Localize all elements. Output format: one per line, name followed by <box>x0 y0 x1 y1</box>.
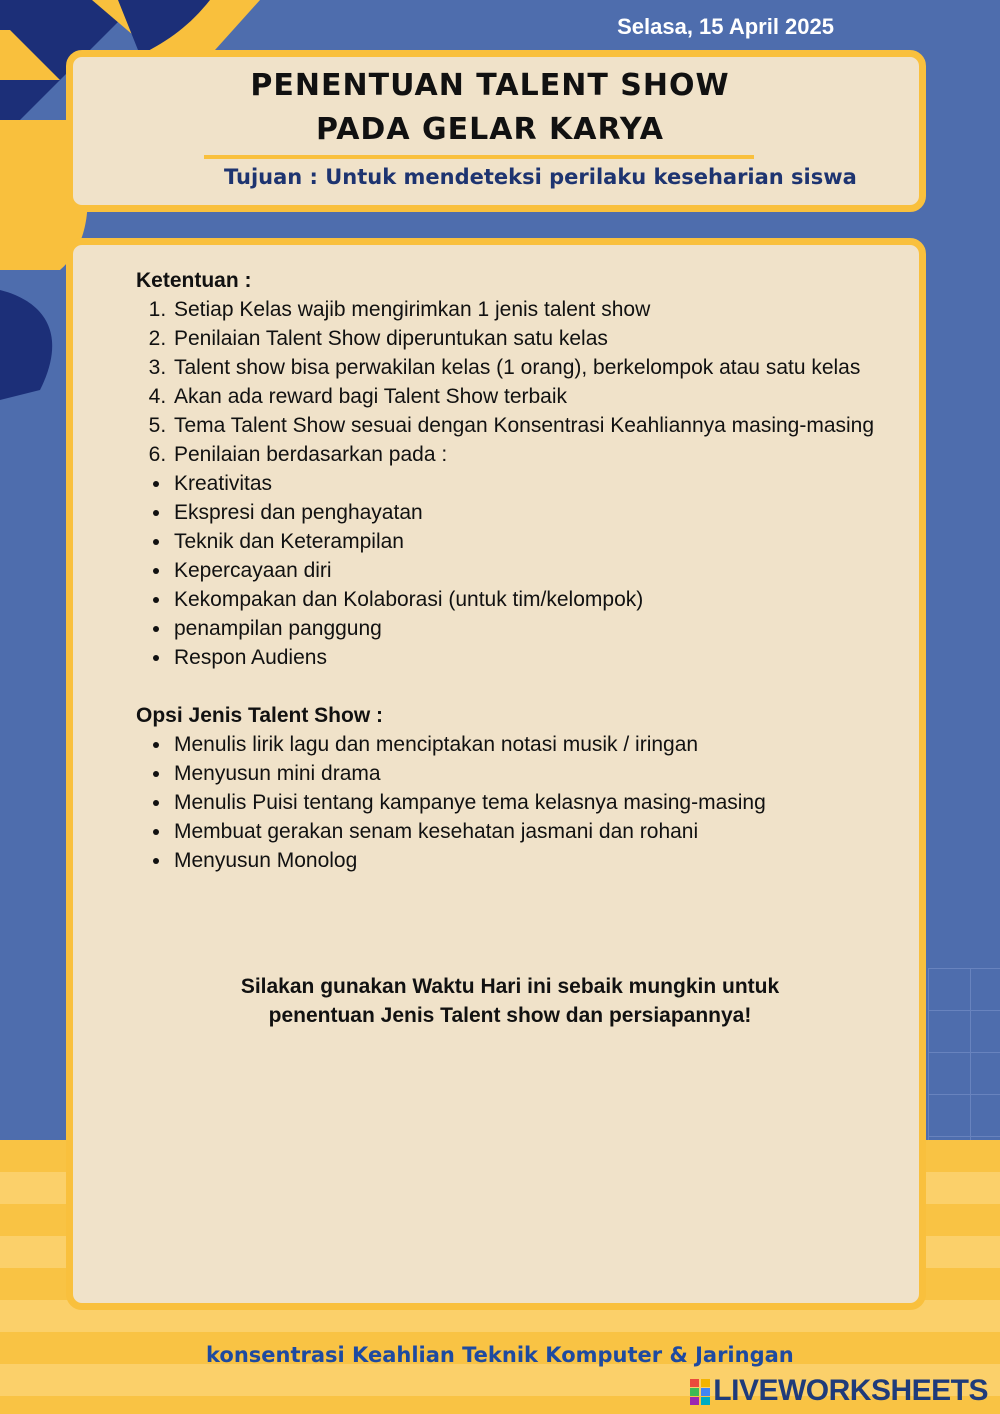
goal-text: Tujuan : Untuk mendeteksi perilaku keseharian siswa <box>224 165 857 189</box>
rule-item: 5. Tema Talent Show sesuai dengan Konsentrasi Keahliannya masing-masing <box>172 411 892 440</box>
rules-heading: Ketentuan : <box>136 269 252 292</box>
rule-item: 3. Talent show bisa perwakilan kelas (1 orang), berkelompok atau satu kelas <box>172 353 892 382</box>
options-list <box>136 730 892 875</box>
criteria-list <box>136 469 892 672</box>
criteria-item: • Respon Audiens <box>172 643 892 672</box>
criteria-item: • Kreativitas <box>172 469 892 498</box>
footer-text: konsentrasi Keahlian Teknik Komputer & Jaringan <box>206 1343 794 1367</box>
rule-item: 4. Akan ada reward bagi Talent Show terbaik <box>172 382 892 411</box>
content-body <box>136 266 892 875</box>
liveworksheets-logo-icon <box>690 1379 710 1405</box>
rules-list <box>136 295 892 469</box>
criteria-item: • Ekspresi dan penghayatan <box>172 498 892 527</box>
criteria-item: • Kepercayaan diri <box>172 556 892 585</box>
title-line-2: PADA GELAR KARYA <box>315 112 664 147</box>
grid-decoration <box>928 968 1000 1140</box>
option-item: • Menyusun Monolog <box>172 846 892 875</box>
date-label: Selasa, 15 April 2025 <box>617 14 834 39</box>
criteria-item: • Teknik dan Keterampilan <box>172 527 892 556</box>
option-item: • Menyusun mini drama <box>172 759 892 788</box>
rule-item: 6. Penilaian berdasarkan pada : <box>172 440 892 469</box>
rule-item: 2. Penilaian Talent Show diperuntukan satu kelas <box>172 324 892 353</box>
rule-item: 1. Setiap Kelas wajib mengirimkan 1 jenis talent show <box>172 295 892 324</box>
closing-line-2: penentuan Jenis Talent show dan persiapannya! <box>268 1004 752 1027</box>
closing-line-1: Silakan gunakan Waktu Hari ini sebaik mungkin untuk <box>240 975 780 998</box>
page-title <box>0 64 980 152</box>
option-item: • Menulis Puisi tentang kampanye tema kelasnya masing-masing <box>172 788 892 817</box>
option-item: • Menulis lirik lagu dan menciptakan notasi musik / iringan <box>172 730 892 759</box>
option-item: • Membuat gerakan senam kesehatan jasmani dan rohani <box>172 817 892 846</box>
criteria-item: • Kekompakan dan Kolaborasi (untuk tim/kelompok) <box>172 585 892 614</box>
closing-message <box>136 972 884 1030</box>
title-line-1: PENENTUAN TALENT SHOW <box>250 68 730 103</box>
liveworksheets-watermark <box>690 1374 988 1408</box>
watermark-text: LIVEWORKSHEETS <box>713 1374 988 1407</box>
title-underline <box>204 155 754 159</box>
criteria-item: • penampilan panggung <box>172 614 892 643</box>
options-heading: Opsi Jenis Talent Show : <box>136 704 383 727</box>
